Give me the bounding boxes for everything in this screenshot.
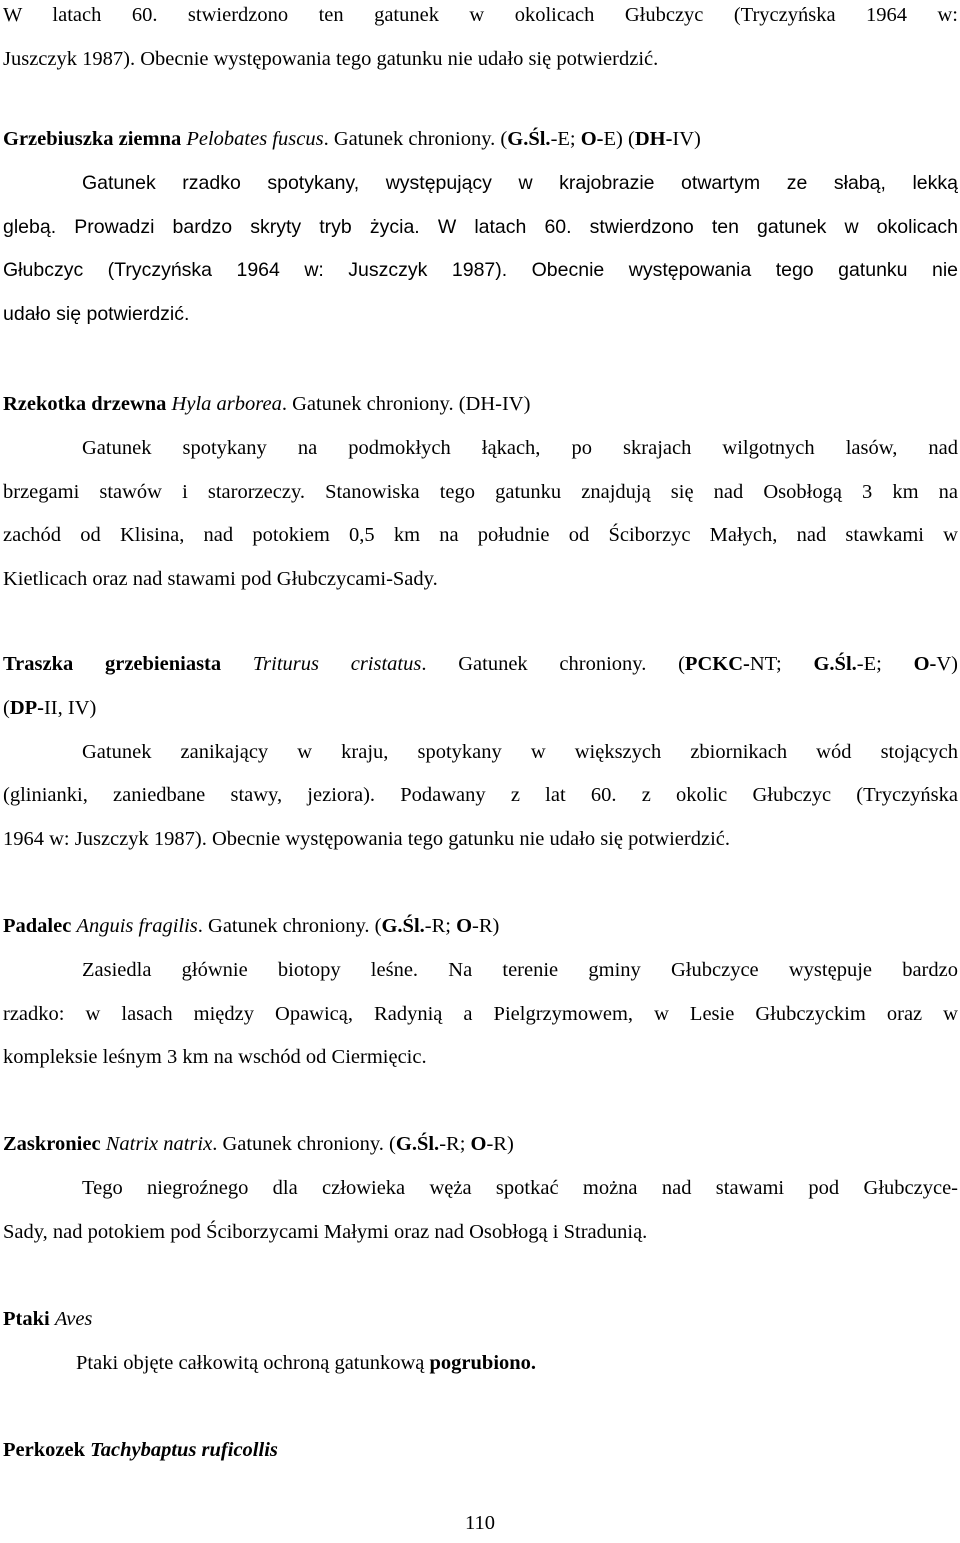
category-value: -R; — [439, 1133, 471, 1155]
category-value: E) ( — [603, 128, 635, 150]
species-heading — [3, 643, 958, 687]
species-entry-triturus — [3, 643, 958, 862]
category-code: O — [470, 1133, 487, 1155]
species-common-name: Padalec — [3, 915, 72, 937]
category-code: G.Śl. — [381, 915, 425, 937]
category-code: G.Śl. — [813, 653, 857, 675]
section-aves — [3, 1298, 958, 1386]
category-value: V) — [936, 653, 958, 675]
category-value: IV) — [672, 128, 701, 150]
text-line: Gatunek rzadko spotykany, występujący w krajobrazie otwartym ze słabą, lekką — [82, 171, 958, 194]
text-line: (glinianki, zaniedbane stawy, jeziora). Podawany z lat 60. z okolic Głubczyc (Tryczyńska — [3, 784, 958, 807]
species-entry-hyla — [3, 383, 958, 602]
text-line: W latach 60. stwierdzono ten gatunek w okolicach Głubczyc (Tryczyńska 1964 w: — [3, 4, 958, 26]
text-line: Zasiedla głównie biotopy leśne. Na terenie gminy Głubczyce występuje bardzo — [82, 958, 958, 981]
text-line: Tego niegroźnego dla człowieka węża spotkać można nad stawami pod Głubczyce- — [82, 1176, 958, 1199]
species-heading — [3, 1429, 958, 1473]
species-status: . Gatunek chroniony. ( — [323, 128, 508, 150]
category-value: II, IV) — [43, 696, 97, 719]
category-value: NT; — [749, 653, 814, 675]
section-note — [3, 1342, 958, 1386]
text-line: Kietlicach oraz nad stawami pod Głubczycami-Sady. — [3, 568, 438, 591]
text-line: Juszczyk 1987). Obecnie występowania tego gatunku nie udało się potwierdzić. — [3, 47, 659, 70]
species-entry-anguis — [3, 905, 958, 1080]
species-latin-name: Anguis fragilis — [76, 915, 198, 937]
species-latin-name: Pelobates fuscus — [186, 128, 324, 150]
species-common-name: Zaskroniec — [3, 1133, 101, 1155]
species-entry-tachybaptus — [3, 1429, 958, 1473]
note-bold-text: pogrubiono. — [429, 1351, 537, 1374]
category-value: -R; — [424, 915, 457, 937]
species-latin-name: Tachybaptus ruficollis — [90, 1439, 278, 1461]
section-latin-name: Aves — [54, 1308, 93, 1330]
species-heading — [3, 118, 958, 162]
text-line: udało się potwierdzić. — [3, 303, 190, 326]
text-line: 1964 w: Juszczyk 1987). Obecnie występowania tego gatunku nie udało się potwierdzić. — [3, 828, 730, 851]
species-entry-natrix — [3, 1123, 958, 1254]
text-line: Gatunek zanikający w kraju, spotykany w większych zbiornikach wód stojących — [82, 740, 958, 763]
section-heading — [3, 1298, 958, 1342]
text-line: Głubczyc (Tryczyńska 1964 w: Juszczyk 1987). Obecnie występowania tego gatunku nie — [3, 259, 958, 282]
species-heading — [3, 383, 958, 427]
category-code: G.Śl. — [395, 1133, 440, 1155]
text-line: brzegami stawów i starorzeczy. Stanowiska tego gatunku znajdują się nad Osobłogą 3 km na — [3, 480, 958, 503]
species-status: . Gatunek chroniony. ( — [212, 1133, 396, 1155]
category-code: DP- — [9, 696, 44, 719]
species-status: . Gatunek chroniony. (DH-IV) — [281, 393, 531, 415]
text-line: Sady, nad potokiem pod Ściborzycami Małymi oraz nad Osobłogą i Stradunią. — [3, 1220, 648, 1243]
text-line: Gatunek spotykany na podmokłych łąkach, po skrajach wilgotnych lasów, nad — [82, 436, 958, 459]
text-line: glebą. Prowadzi bardzo skryty tryb życia. W latach 60. stwierdzono ten gatunek w okolicach — [3, 215, 958, 238]
text-line: rzadko: w lasach między Opawicą, Radynią a Pielgrzymowem, w Lesie Głubczyckim oraz w — [3, 1002, 958, 1025]
category-code: O- — [913, 653, 937, 675]
text-line: zachód od Klisina, nad potokiem 0,5 km na południe od Ściborzyc Małych, nad stawkami w — [3, 524, 958, 547]
category-code: O — [456, 915, 473, 937]
intro-paragraph — [3, 0, 958, 82]
page-number: 110 — [465, 1512, 495, 1534]
category-code: DH- — [634, 128, 673, 150]
species-common-name: Perkozek — [3, 1439, 85, 1461]
species-latin-name: Natrix natrix — [105, 1133, 213, 1155]
species-heading — [3, 905, 958, 949]
text-line: kompleksie leśnym 3 km na wschód od Ciermięcic. — [3, 1046, 427, 1069]
note-text: Ptaki objęte całkowitą ochroną gatunkową — [76, 1351, 430, 1374]
category-value: -E; — [550, 128, 581, 150]
species-latin-name: Hyla arborea — [171, 393, 282, 415]
category-paren: ( — [3, 696, 10, 719]
category-code: PCKC- — [684, 653, 750, 675]
species-heading-cont — [3, 687, 958, 731]
species-common-name: Grzebiuszka ziemna — [3, 128, 182, 150]
category-value: -R) — [486, 1133, 514, 1155]
species-heading — [3, 1123, 958, 1167]
species-latin-name: Triturus cristatus — [252, 653, 422, 675]
species-status: . Gatunek chroniony. ( — [421, 653, 685, 675]
species-common-name: Rzekotka drzewna — [3, 393, 167, 415]
species-common-name: Traszka grzebieniasta — [3, 653, 222, 675]
section-common-name: Ptaki — [3, 1308, 50, 1330]
species-status: . Gatunek chroniony. ( — [197, 915, 382, 937]
category-value: -E; — [856, 653, 914, 675]
category-value: -R) — [472, 915, 500, 937]
species-entry-pelobates — [3, 118, 958, 337]
category-code: O- — [580, 128, 604, 150]
category-code: G.Śl. — [507, 128, 551, 150]
